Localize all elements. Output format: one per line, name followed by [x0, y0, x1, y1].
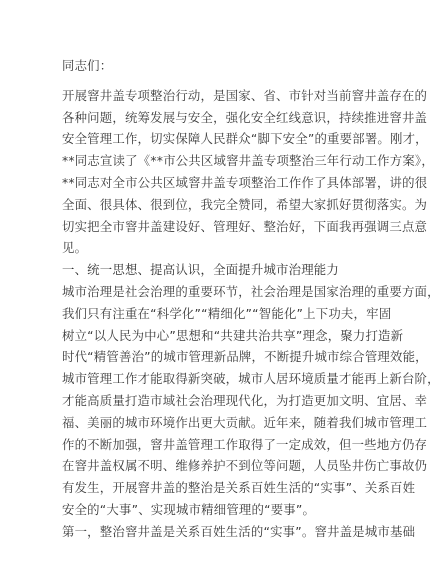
paragraph-line: 第一，整治窨井盖是关系百姓生活的“实事”。窨井盖是城市基础: [62, 523, 416, 539]
paragraph-first-point: [62, 521, 416, 543]
paragraph-line: 切实把全市窨井盖建设好、管理好、整治好，下面我再强调三点意: [62, 218, 428, 234]
paragraph-line: 见。: [62, 240, 88, 256]
paragraph-line: 全面、很具体、很到位，我完全赞同，希望大家抓好贯彻落实。为: [62, 196, 428, 212]
paragraph-line: 安全管理工作，切实保障人民群众“脚下安全”的重要部署。刚才，: [62, 131, 428, 147]
spacer: [62, 77, 378, 85]
paragraph-line: **同志宣读了《**市公共区域窨井盖专项整治三年行动工作方案》，: [62, 153, 434, 169]
paragraph-line: 我们只有注重在“科学化”“精细化”“智能化”上下功夫，牢固: [62, 305, 392, 321]
paragraph-line: 安全的“大事”、实现城市精细管理的“要事”。: [62, 501, 316, 517]
paragraph-line: 城市治理是社会治理的重要环节，社会治理是国家治理的重要方面，: [62, 283, 440, 299]
paragraph-line: 才能高质量打造市域社会治理现代化，为打造更加文明、宜居、幸: [62, 392, 428, 408]
paragraph-line: **同志对全市公共区域窨井盖专项整治工作作了具体部署，讲的很: [62, 174, 428, 190]
paragraph-line: 在窨井盖权属不明、维修养护不到位等问题，人员坠井伤亡事故仍: [62, 458, 428, 474]
paragraph-line: 树立“以人民为中心”思想和“共建共治共享”理念，聚力打造新: [62, 327, 404, 343]
section-heading: 一、统一思想、提高认识，全面提升城市治理能力: [62, 262, 339, 278]
paragraph-line: 有发生，开展窨井盖的整治是关系百姓生活的“实事”、关系百姓: [62, 480, 416, 496]
salutation: 同志们：: [62, 58, 113, 73]
paragraph-line: 作的不断加强，窨井盖管理工作取得了一定成效，但一些地方仍存: [62, 436, 428, 452]
paragraph-line: 时代“精管善治”的城市管理新品牌，不断提升城市综合管理效能，: [62, 349, 428, 365]
paragraph-intro: [62, 85, 434, 259]
paragraph-line: 各种问题，统筹发展与安全，强化安全红线意识，持续推进窨井盖: [62, 109, 428, 125]
paragraph-line: 福、美丽的城市环境作出更大贡献。近年来，随着我们城市管理工: [62, 414, 428, 430]
paragraph-line: 开展窨井盖专项整治行动，是国家、省、市针对当前窨井盖存在的: [62, 87, 428, 103]
paragraph-line: 城市管理工作才能取得新突破，城市人居环境质量才能再上新台阶，: [62, 371, 440, 387]
paragraph-urban-governance: [62, 281, 440, 521]
